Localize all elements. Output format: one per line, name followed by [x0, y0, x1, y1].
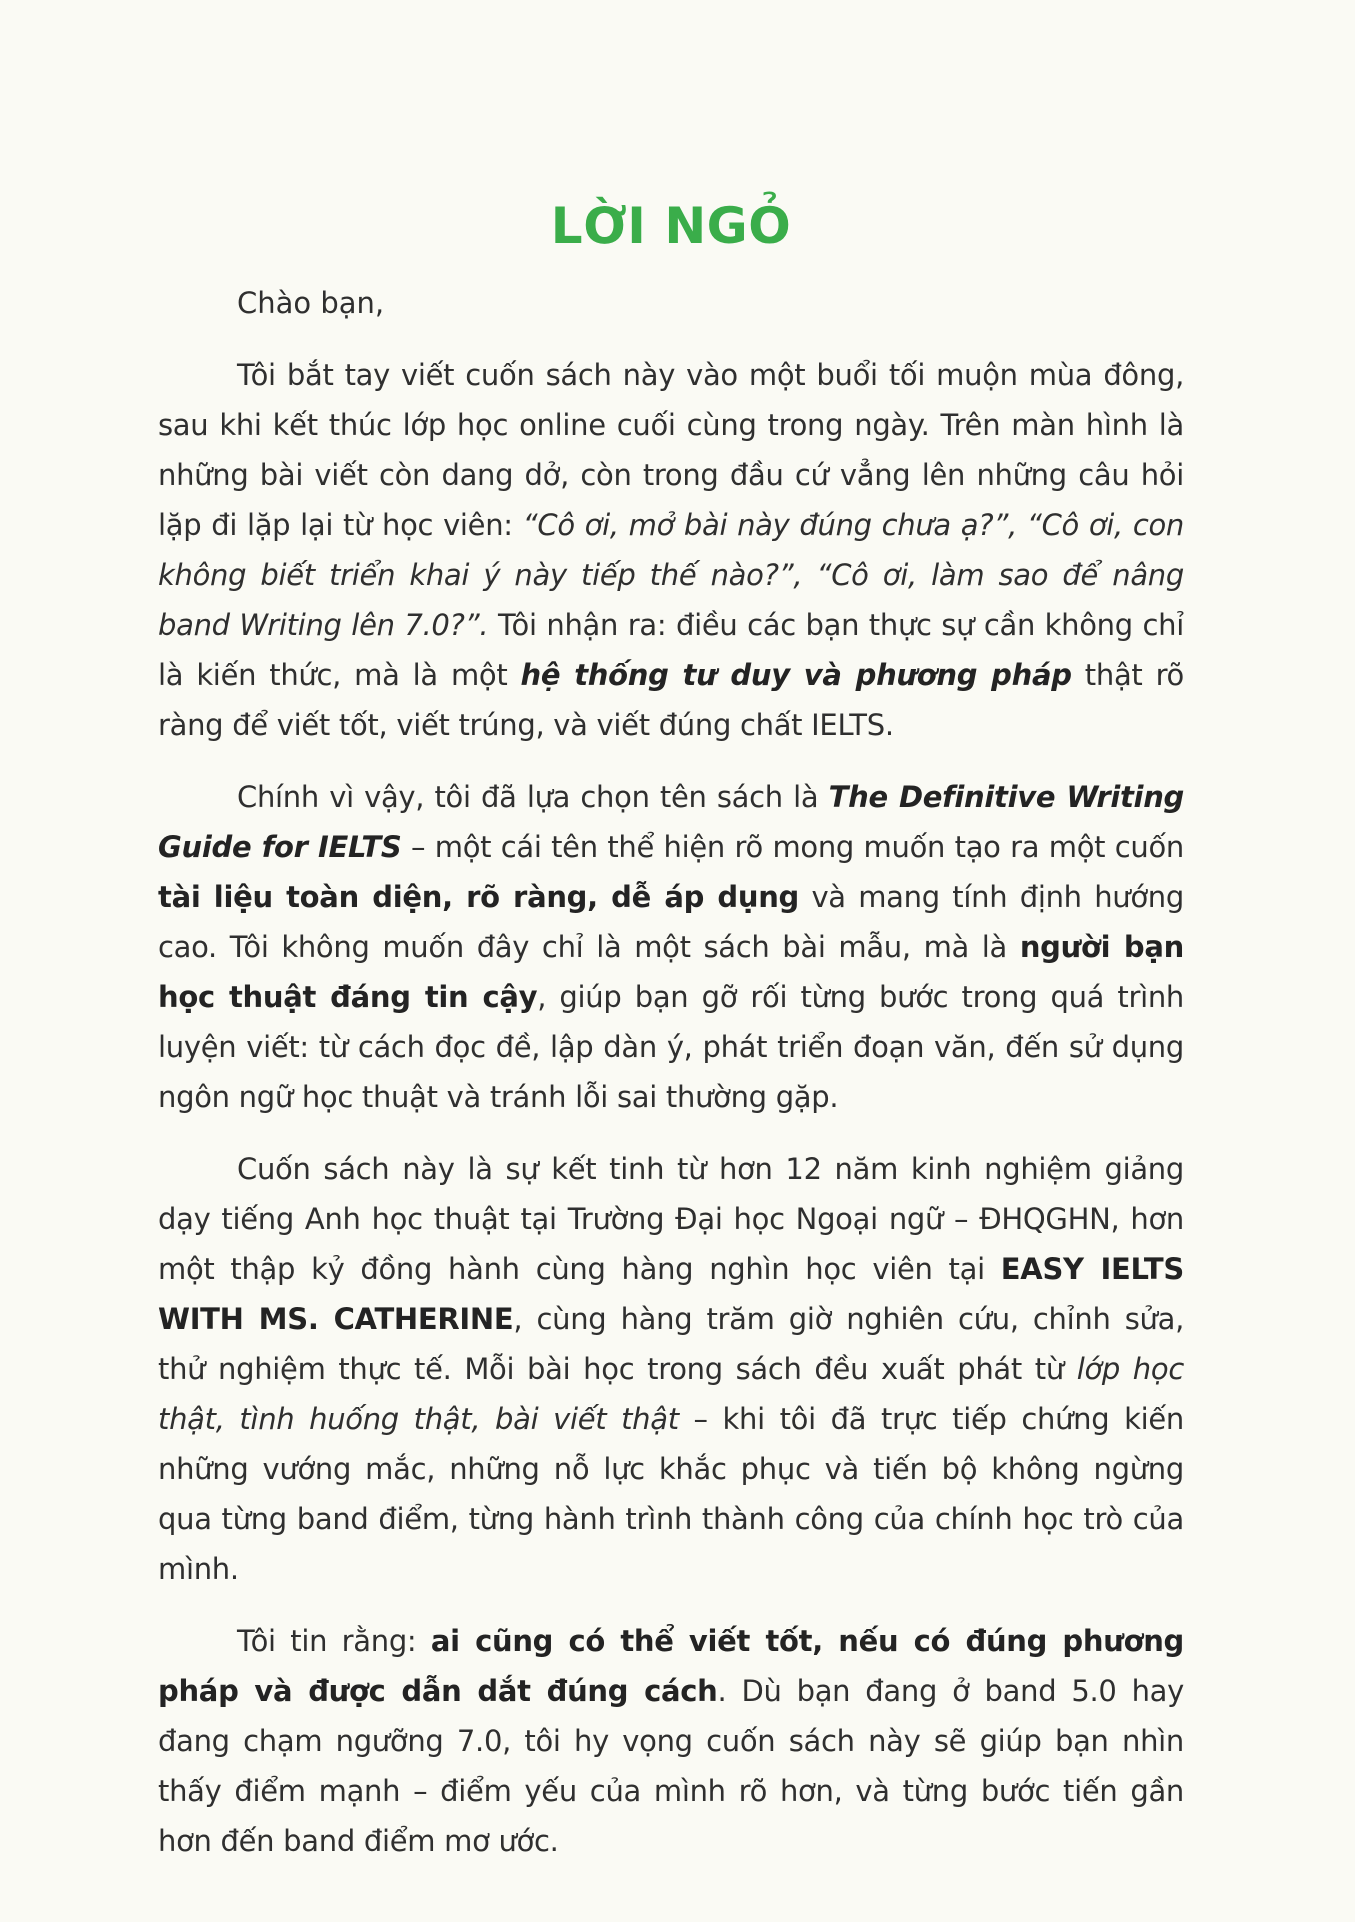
text-run: thật rõ ràng để viết tốt, viết trúng, và viết đúng chất IELTS. [158, 658, 1184, 742]
text-run: , giúp bạn gỡ rối từng bước trong quá trình luyện viết: từ cách đọc đề, lập dàn ý, phát triển đoạn văn, đến sử dụng ngôn ngữ học thuật và tránh lỗi sai thường gặp. [158, 980, 1184, 1114]
text-run: – khi tôi đã trực tiếp chứng kiến những vướng mắc, những nỗ lực khắc phục và tiến bộ không ngừng qua từng band điểm, từng hành trình thành công của chính học trò của mình. [158, 1402, 1184, 1586]
emphasis-bold: EASY IELTS WITH MS. CATHERINE [158, 1252, 1185, 1336]
text-run: – một cái tên thể hiện rõ mong muốn tạo ra một cuốn [401, 830, 1184, 864]
paragraph [158, 1144, 1184, 1594]
emphasis-bold-italic: hệ thống tư duy và phương pháp [520, 658, 1072, 692]
text-run: Tôi nhận ra: điều các bạn thực sự cần không chỉ là kiến thức, mà là một [158, 608, 1184, 692]
paragraph [158, 350, 1184, 750]
paragraph [158, 772, 1184, 1122]
text-run: Tôi tin rằng: [237, 1624, 431, 1658]
text-run: và mang tính định hướng cao. Tôi không muốn đây chỉ là một sách bài mẫu, mà là [158, 880, 1184, 964]
emphasis-italic: lớp học thật, tình huống thật, bài viết thật [158, 1352, 1184, 1436]
emphasis-bold-italic: The Definitive Writing Guide for IELTS [158, 780, 1184, 864]
text-run: . Dù bạn đang ở band 5.0 hay đang chạm ngưỡng 7.0, tôi hy vọng cuốn sách này sẽ giúp bạn nhìn thấy điểm mạnh – điểm yếu của mình rõ hơn, và từng bước tiến gần hơn đến band điểm mơ ước. [158, 1674, 1184, 1858]
text-run: , cùng hàng trăm giờ nghiên cứu, chỉnh sửa, thử nghiệm thực tế. Mỗi bài học trong sách đều xuất phát từ [158, 1302, 1184, 1386]
greeting: Chào bạn, [237, 286, 385, 320]
emphasis-bold: ai cũng có thể viết tốt, nếu có đúng phương pháp và được dẫn dắt đúng cách [158, 1624, 1185, 1708]
emphasis-italic: “Cô ơi, mở bài này đúng chưa ạ?”, “Cô ơi, con không biết triển khai ý này tiếp thế nào?”, “Cô ơi, làm sao để nâng band Writing lên 7.0?”. [158, 508, 1184, 642]
text-run: Cuốn sách này là sự kết tinh từ hơn 12 năm kinh nghiệm giảng dạy tiếng Anh học thuật tại Trường Đại học Ngoại ngữ – ĐHQGHN, hơn một thập kỷ đồng hành cùng hàng nghìn học viên tại [158, 1152, 1184, 1286]
body-text [158, 350, 1184, 1866]
emphasis-bold: người bạn học thuật đáng tin cậy [158, 930, 1184, 1014]
text-run: Chính vì vậy, tôi đã lựa chọn tên sách là [237, 780, 829, 814]
emphasis-bold: tài liệu toàn diện, rõ ràng, dễ áp dụng [158, 880, 799, 914]
paragraph [158, 1616, 1184, 1866]
page-title: LỜI NGỎ [550, 197, 792, 255]
text-run: Tôi bắt tay viết cuốn sách này vào một buổi tối muộn mùa đông, sau khi kết thúc lớp học online cuối cùng trong ngày. Trên màn hình là những bài viết còn dang dở, còn trong đầu cứ vẳng lên những câu hỏi lặp đi lặp lại từ học viên: [158, 358, 1184, 542]
